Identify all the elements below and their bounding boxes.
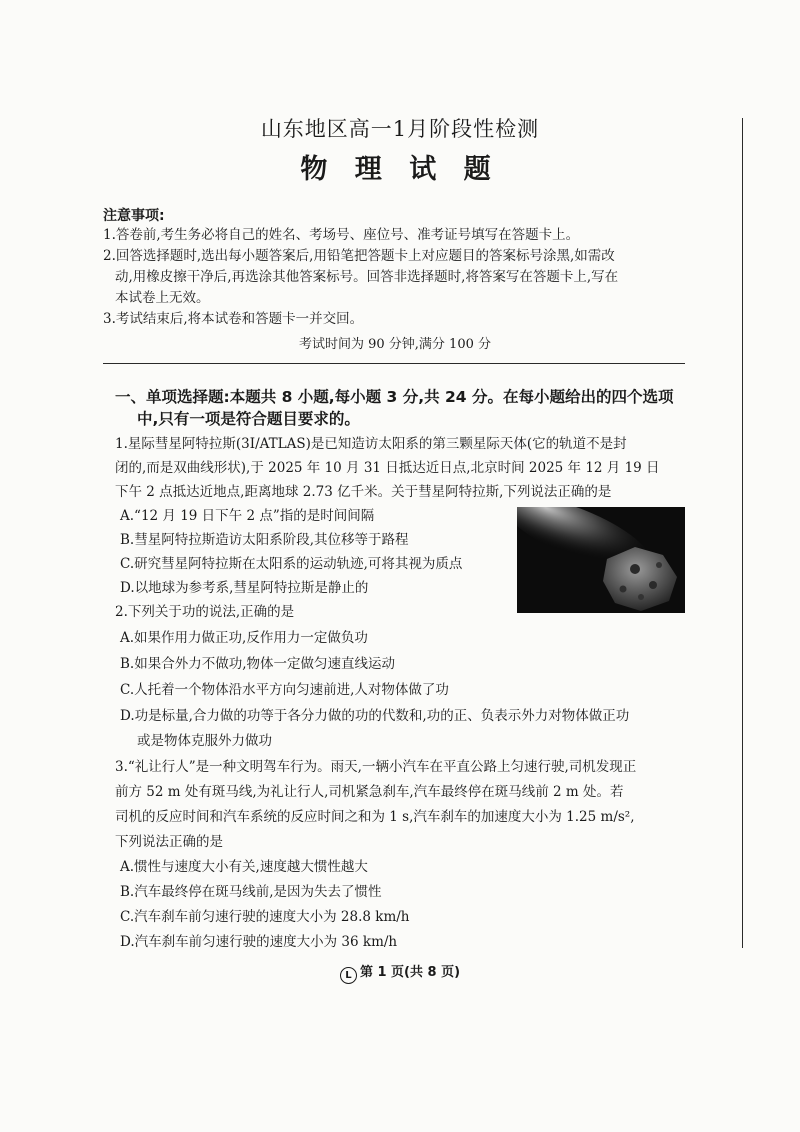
q1-stem-line: 1.星际彗星阿特拉斯(3I/ATLAS)是已知造访太阳系的第三颗星际天体(它的轨道不是封 (115, 436, 627, 452)
q3-option-a: A.惯性与速度大小有关,速度越大惯性越大 (120, 859, 368, 875)
margin-rule (742, 118, 743, 948)
q2-option-c: C.人托着一个物体沿水平方向匀速前进,人对物体做了功 (120, 682, 449, 698)
q3-stem-line: 前方 52 m 处有斑马线,为礼让行人,司机紧急刹车,汽车最终停在斑马线前 2 m 处。若 (115, 784, 624, 800)
exam-time-info: 考试时间为 90 分钟,满分 100 分 (298, 337, 492, 352)
notes-heading: 注意事项: (103, 208, 165, 224)
note-line: 本试卷上无效。 (115, 290, 210, 306)
subject-title: 物 理 试 题 (300, 154, 500, 185)
q1-stem-line: 闭的,而是双曲线形状),于 2025 年 10 月 31 日抵达近日点,北京时间 2025 年 12 月 19 日 (115, 460, 660, 476)
q3-stem-line: 下列说法正确的是 (115, 834, 223, 850)
q3-stem-line: 司机的反应时间和汽车系统的反应时间之和为 1 s,汽车刹车的加速度大小为 1.25 m/s², (115, 809, 635, 825)
q2-stem: 2.下列关于功的说法,正确的是 (115, 604, 295, 620)
q1-option-c: C.研究彗星阿特拉斯在太阳系的运动轨迹,可将其视为质点 (120, 556, 463, 572)
exam-title: 山东地区高一1月阶段性检测 (260, 117, 540, 141)
comet-image (517, 507, 685, 613)
q1-option-b: B.彗星阿特拉斯造访太阳系阶段,其位移等于路程 (120, 532, 409, 548)
q3-option-b: B.汽车最终停在斑马线前,是因为失去了惯性 (120, 884, 382, 900)
q1-stem-line: 下午 2 点抵达近地点,距离地球 2.73 亿千米。关于彗星阿特拉斯,下列说法正确的是 (115, 484, 612, 500)
q2-option-d-cont: 或是物体克服外力做功 (137, 733, 272, 749)
circled-badge: L (340, 967, 357, 984)
page-number: 第 1 页(共 8 页) (359, 965, 461, 980)
page-footer (0, 961, 800, 984)
note-line: 1.答卷前,考生务必将自己的姓名、考场号、座位号、准考证号填写在答题卡上。 (103, 227, 580, 243)
note-line: 3.考试结束后,将本试卷和答题卡一并交回。 (103, 311, 364, 327)
section-heading-cont: 中,只有一项是符合题目要求的。 (137, 410, 360, 428)
note-line: 动,用橡皮擦干净后,再选涂其他答案标号。回答非选择题时,将答案写在答题卡上,写在 (115, 269, 619, 285)
note-line: 2.回答选择题时,选出每小题答案后,用铅笔把答题卡上对应题目的答案标号涂黑,如需改 (103, 248, 615, 264)
divider (103, 363, 685, 364)
q2-option-a: A.如果作用力做正功,反作用力一定做负功 (120, 630, 368, 646)
q3-option-d: D.汽车刹车前匀速行驶的速度大小为 36 km/h (120, 934, 398, 950)
q1-option-a: A.“12 月 19 日下午 2 点”指的是时间间隔 (120, 508, 375, 524)
q2-option-b: B.如果合外力不做功,物体一定做匀速直线运动 (120, 656, 396, 672)
q3-stem-line: 3.“礼让行人”是一种文明驾车行为。雨天,一辆小汽车在平直公路上匀速行驶,司机发现正 (115, 759, 637, 775)
section-heading: 一、单项选择题:本题共 8 小题,每小题 3 分,共 24 分。在每小题给出的四个选项 (115, 388, 674, 406)
q2-option-d: D.功是标量,合力做的功等于各分力做的功的代数和,功的正、负表示外力对物体做正功 (120, 708, 630, 724)
comet-photo (517, 507, 685, 613)
q3-option-c: C.汽车刹车前匀速行驶的速度大小为 28.8 km/h (120, 909, 410, 925)
q1-option-d: D.以地球为参考系,彗星阿特拉斯是静止的 (120, 580, 369, 596)
